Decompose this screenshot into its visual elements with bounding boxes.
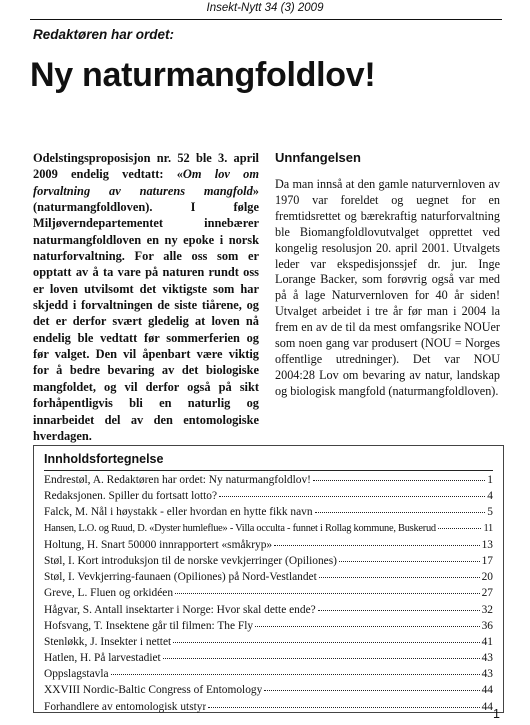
- toc-entry: [44, 620, 493, 636]
- toc-entry-page: 41: [481, 635, 493, 648]
- toc-leader-dots: [208, 707, 479, 708]
- toc-entry-title: Hågvar, S. Antall insektarter i Norge: Hvor skal dette ende?: [44, 603, 316, 616]
- toc-leader-dots: [255, 626, 480, 627]
- toc-entry: [44, 555, 493, 571]
- toc-entry-page: 44: [481, 700, 493, 713]
- toc-divider: [44, 470, 493, 471]
- toc-entry-title: Hofsvang, T. Insektene går til filmen: The Fly: [44, 619, 254, 632]
- toc-entry-page: 13: [481, 538, 493, 551]
- toc-list: [44, 474, 493, 717]
- page-number: 1: [493, 707, 500, 721]
- toc-entry: [44, 604, 493, 620]
- toc-entry-page: 1: [487, 474, 493, 486]
- header-rule: [30, 19, 502, 20]
- running-head: Insekt-Nytt 34 (3) 2009: [206, 2, 324, 14]
- toc-entry-title: Hatlen, H. På larvestadiet: [44, 652, 161, 665]
- toc-entry-page: 20: [481, 571, 493, 584]
- toc-entry: [44, 474, 493, 490]
- toc-entry-page: 11: [483, 522, 493, 534]
- toc-entry-page: 44: [481, 684, 493, 697]
- toc-leader-dots: [318, 610, 480, 611]
- toc-entry: [44, 684, 493, 700]
- table-of-contents: [33, 445, 504, 713]
- toc-entry-page: 43: [481, 668, 493, 681]
- toc-entry: [44, 701, 493, 717]
- toc-entry-title: Støl, I. Kort introduksjon til de norske vevkjerringer (Opiliones): [44, 554, 337, 567]
- toc-leader-dots: [438, 528, 482, 529]
- toc-entry: [44, 587, 493, 603]
- toc-entry-title: Støl, I. Vevkjerring-faunaen (Opiliones) på Nord-Vestlandet: [44, 571, 317, 584]
- toc-leader-dots: [313, 480, 485, 481]
- toc-leader-dots: [339, 561, 480, 562]
- toc-entry: [44, 636, 493, 652]
- toc-leader-dots: [315, 512, 486, 513]
- toc-entry-page: 5: [487, 506, 493, 519]
- toc-entry: [44, 652, 493, 668]
- toc-entry-page: 4: [487, 490, 493, 503]
- toc-entry-page: 32: [481, 603, 493, 616]
- toc-entry: [44, 523, 493, 539]
- toc-entry-title: Oppslagstavla: [44, 668, 109, 681]
- toc-title: Innholdsfortegnelse: [44, 452, 164, 466]
- toc-leader-dots: [175, 593, 480, 594]
- toc-entry-title: Stenløkk, J. Insekter i nettet: [44, 635, 172, 648]
- toc-leader-dots: [274, 545, 480, 546]
- toc-entry: [44, 571, 493, 587]
- lead-paragraph: [33, 150, 259, 444]
- column-kicker: Redaktøren har ordet:: [33, 27, 175, 42]
- toc-entry-title: Holtung, H. Snart 50000 innrapportert «småkryp»: [44, 538, 273, 551]
- toc-leader-dots: [173, 642, 479, 643]
- toc-leader-dots: [111, 674, 480, 675]
- toc-entry-title: Endrestøl, A. Redaktøren har ordet: Ny naturmangfoldlov!: [44, 474, 311, 486]
- section-body: Da man innså at den gamle naturvernloven av 1970 var foreldet og uegnet for en fremtidsrettet og bærekraftig naturforvaltning ble Biomangfoldlovutvalget opprettet ved kongelig resolusjon 20. april 2001. Utvalgets leder var ekspedisjonssjef dr. jur. Inge Lorange Backer, som forøvrig også var med på å lage Naturvernloven for 40 år siden! Utvalget arbeidet i tre år før man i 2004 la frem en av de til da mest omfangsrike NOUer som noen gang var produsert (NOU = Norges offentlige utredninger). Det var NOU 2004:28 Lov om bevaring av natur, landskap og biologisk mangfold (naturmangfoldloven).: [275, 177, 500, 398]
- toc-leader-dots: [163, 658, 480, 659]
- toc-entry: [44, 668, 493, 684]
- toc-entry: [44, 490, 493, 506]
- article-headline: Ny naturmangfoldlov!: [30, 56, 376, 94]
- toc-entry-page: 27: [481, 587, 493, 600]
- toc-entry-title: Falck, M. Nål i høystakk - eller hvordan en hytte fikk navn: [44, 506, 313, 519]
- toc-entry-page: 43: [481, 652, 493, 665]
- toc-entry-page: 36: [481, 619, 493, 632]
- toc-leader-dots: [264, 690, 479, 691]
- toc-entry: [44, 506, 493, 522]
- toc-entry-title: XXVIII Nordic-Baltic Congress of Entomology: [44, 684, 263, 697]
- section-heading: Unnfangelsen: [275, 150, 361, 165]
- toc-entry: [44, 539, 493, 555]
- law-title: Om lov om forvaltning av naturens mangfold: [33, 167, 259, 198]
- toc-entry-title: Redaksjonen. Spiller du fortsatt lotto?: [44, 490, 218, 503]
- lead-text-rest: » (naturmangfoldloven). I følge Miljøverndepartementet innebærer naturmangfoldloven en ny epoke i norsk naturforvaltning. For alle oss som er opptatt av å ta vare på naturen rundt oss er loven utvilsomt det viktigste som har skjedd i forvaltningen de siste tiårene, og det er derfor svært gledelig at loven nå endelig ble vedtatt før sommerferien og før valget. Den vil åpenbart være viktig for å bedre bevaring av det biologiske mangfoldet, og vil derfor også på sikt forhåpentligvis bli en naturlig og innarbeidet del av den entomologiske hverdagen.: [33, 183, 259, 443]
- toc-leader-dots: [219, 496, 485, 497]
- toc-leader-dots: [319, 577, 480, 578]
- lead-text-start: Odelstingsproposisjon nr. 52 ble 3. april 2009 endelig vedtatt: «: [33, 151, 259, 182]
- toc-entry-title: Forhandlere av entomologisk utstyr: [44, 700, 207, 713]
- toc-entry-title: Hansen, L.O. og Ruud, D. «Dyster humleflue» - Villa occulta - funnet i Rollag kommune, Buskerud: [44, 522, 436, 534]
- toc-entry-page: 17: [481, 554, 493, 567]
- toc-entry-title: Greve, L. Fluen og orkidéen: [44, 587, 174, 600]
